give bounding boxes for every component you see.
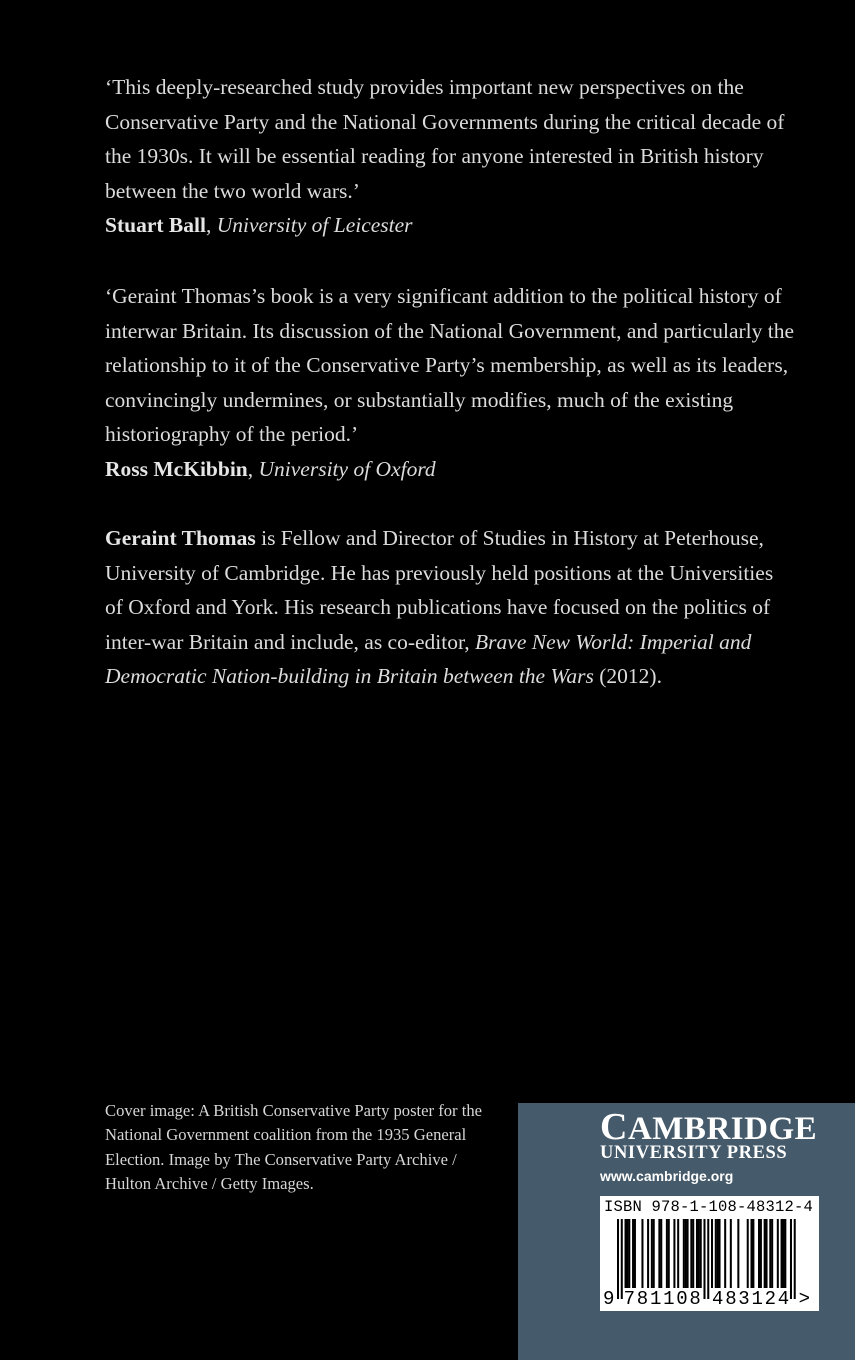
cover-image-credit: Cover image: A British Conservative Party poster for the National Government coalition from the 1935 General Election. Image by The Conservative Party Archive / Hulton Archive / Getty Images.	[105, 1101, 482, 1194]
barcode-digit: 4	[712, 1288, 724, 1310]
barcode-end-marker: >	[798, 1288, 810, 1310]
reviewer-name: Ross McKibbin	[105, 456, 248, 481]
barcode-bar	[717, 1219, 719, 1288]
isbn-barcode	[600, 1196, 819, 1311]
barcode-bar	[647, 1219, 649, 1288]
barcode-digit: 4	[777, 1288, 790, 1310]
barcode-bar	[692, 1219, 694, 1288]
barcode-bar	[626, 1219, 628, 1288]
barcode-bar	[658, 1219, 660, 1288]
barcode-digit: 1	[663, 1288, 675, 1310]
author-name: Geraint Thomas	[105, 526, 256, 550]
barcode-bar	[730, 1219, 732, 1288]
barcode-guard-bar	[794, 1219, 796, 1299]
barcode-bar	[700, 1219, 702, 1288]
barcode-bar	[777, 1219, 779, 1288]
barcode-digit: 8	[689, 1288, 701, 1310]
reviewer-affiliation: University of Oxford	[258, 456, 436, 481]
attribution-separator: ,	[205, 213, 212, 238]
barcode-bar	[747, 1219, 749, 1288]
barcode-bar	[781, 1219, 783, 1288]
author-bio	[105, 521, 795, 694]
barcode-guard-bar	[621, 1219, 623, 1299]
book-title: Brave New World: Imperial and Democratic Nation-building in Britain between the Wars	[105, 629, 752, 689]
logo-name-rest: AMBRIDGE	[627, 1111, 818, 1147]
barcode-bar	[653, 1219, 655, 1288]
bio-body: is Fellow and Director of Studies in History at Peterhouse, University of Cambridge. He has previously held positions at the Universities of Oxford and York. His research publications have focused on the politics of inter-war Britain and include, as co-editor,	[105, 526, 774, 654]
barcode-bar	[715, 1219, 717, 1288]
barcode-bar	[685, 1219, 687, 1288]
barcode-bar	[683, 1219, 685, 1288]
barcode-bar	[632, 1219, 634, 1288]
barcode-bar	[719, 1219, 721, 1288]
barcode-bar	[677, 1219, 679, 1288]
barcode-bar	[696, 1219, 698, 1288]
barcode-bar	[760, 1219, 762, 1288]
barcode-digit: 1	[751, 1288, 763, 1310]
barcode-bar	[758, 1219, 760, 1288]
barcode-bar	[687, 1219, 689, 1288]
barcode-digit: 7	[623, 1288, 635, 1310]
barcode-bar	[634, 1219, 636, 1288]
review-quote-1	[105, 70, 795, 243]
publisher-panel	[518, 1103, 855, 1360]
author-bio-text	[105, 521, 795, 694]
barcode-bar	[660, 1219, 662, 1288]
barcode-bar	[698, 1219, 700, 1288]
barcode-guard-bar	[790, 1219, 792, 1299]
reviewer-name: Stuart Ball	[105, 213, 206, 238]
barcode-digits	[600, 1288, 819, 1310]
attribution-separator: ,	[247, 456, 254, 481]
barcode-bar	[737, 1219, 739, 1288]
barcode-bar	[782, 1219, 784, 1288]
review-quote-2-attribution	[105, 452, 795, 487]
barcode-bar	[628, 1219, 630, 1288]
bio-ending: (2012).	[593, 664, 662, 689]
barcode-bar	[766, 1219, 768, 1288]
barcode-digit: 3	[738, 1288, 750, 1310]
isbn-label: ISBN 978-1-108-48312-4	[604, 1198, 814, 1216]
barcode-guard-bar	[703, 1219, 705, 1299]
reviewer-affiliation: University of Leicester	[216, 213, 413, 238]
barcode-bar	[769, 1219, 771, 1288]
barcode-digit: 8	[636, 1288, 649, 1310]
barcode-bar	[673, 1219, 675, 1288]
barcode-bar	[651, 1219, 653, 1288]
barcode-bar	[690, 1219, 692, 1288]
barcode-bar	[764, 1219, 766, 1288]
barcode-guard-bar	[617, 1219, 619, 1299]
barcode-bar	[724, 1219, 726, 1288]
barcode-bar	[668, 1219, 670, 1288]
barcode-digit: 0	[676, 1288, 688, 1310]
barcode-digit: 1	[650, 1288, 662, 1310]
barcode-bar	[752, 1219, 754, 1288]
barcode-bar	[625, 1219, 627, 1288]
logo-initial: C	[600, 1106, 628, 1148]
barcode-bar	[711, 1219, 713, 1288]
barcode-digit: 8	[725, 1288, 737, 1310]
barcode-bar	[771, 1219, 773, 1288]
publisher-subtitle: UNIVERSITY PRESS	[600, 1143, 788, 1163]
barcode-bar	[784, 1219, 786, 1288]
barcode-bar	[666, 1219, 668, 1288]
publisher-url: www.cambridge.org	[600, 1168, 734, 1184]
review-quote-1-text: ‘This deeply-researched study provides important new perspectives on the Conservative Party and the National Governments during the critical decade of the 1930s. It will be essential reading for anyone interested in British history between the two world wars.’	[105, 75, 785, 203]
review-quote-2	[105, 279, 795, 487]
barcode-bar	[750, 1219, 752, 1288]
barcode-bar	[641, 1219, 643, 1288]
barcode-digit: 9	[603, 1288, 615, 1310]
review-quote-1-attribution	[105, 208, 795, 243]
barcode-digit: 2	[764, 1288, 776, 1310]
barcode-guard-bar	[707, 1219, 709, 1299]
review-quote-2-text: ‘Geraint Thomas’s book is a very significant addition to the political history of interwar Britain. Its discussion of the National Government, and particularly the relationship to it of the Conservative Party’s membership, as well as its leaders, convincingly undermines, or substantially modifies, much of the existing historiography of the period.’	[105, 284, 795, 447]
